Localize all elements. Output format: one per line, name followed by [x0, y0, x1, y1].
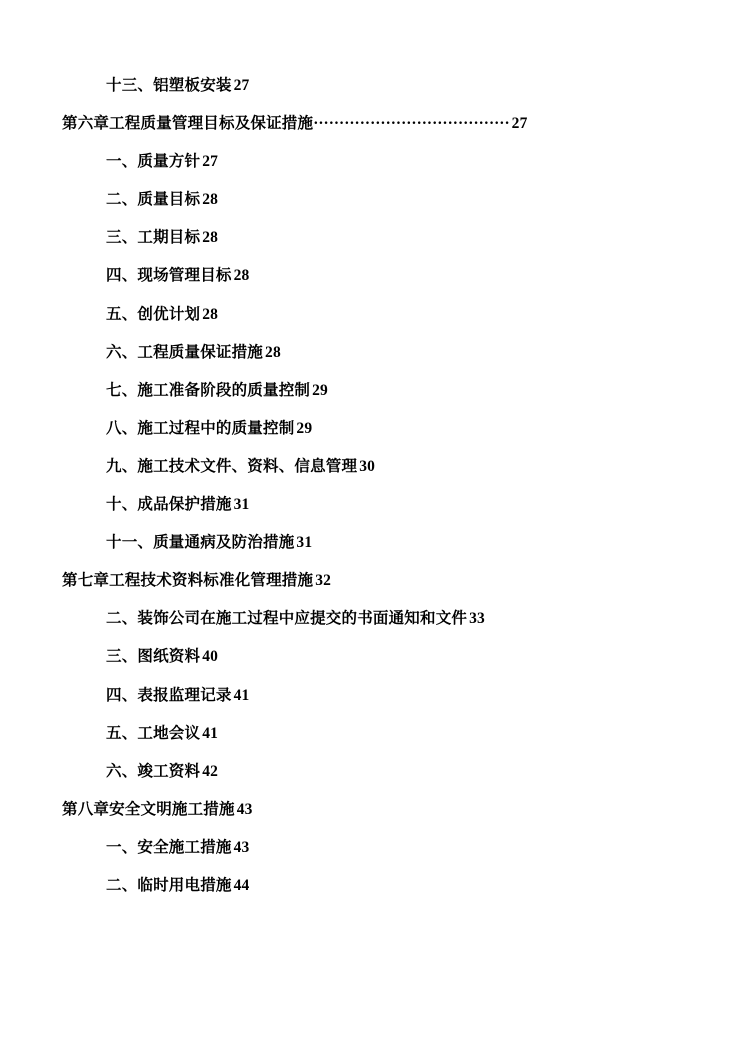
toc-entry-title: 七、施工准备阶段的质量控制 — [106, 381, 311, 399]
toc-entry[interactable] — [62, 840, 682, 856]
toc-page-number: 41 — [202, 724, 219, 742]
toc-entry[interactable] — [62, 459, 682, 475]
toc-page-number: 40 — [202, 648, 219, 666]
toc-entry[interactable] — [62, 116, 682, 132]
toc-page-number: 44 — [233, 876, 250, 894]
toc-page-number: 31 — [296, 534, 313, 552]
toc-entry-title: 五、工地会议 — [106, 724, 201, 742]
toc-entry[interactable] — [62, 688, 682, 704]
toc-entry-title: 四、现场管理目标 — [106, 267, 232, 285]
toc-entry-title: 十一、质量通病及防治措施 — [106, 534, 295, 552]
toc-entry[interactable] — [62, 154, 682, 170]
toc-entry-title: 二、装饰公司在施工过程中应提交的书面通知和文件 — [106, 610, 468, 628]
toc-page-number: 43 — [233, 838, 250, 856]
toc-page-number: 29 — [296, 419, 313, 437]
toc-entry[interactable] — [62, 192, 682, 208]
toc-page-number: 28 — [265, 343, 281, 361]
toc-entry-title: 二、质量目标 — [106, 191, 201, 209]
toc-entry-title: 八、施工过程中的质量控制 — [106, 419, 295, 437]
toc-entry[interactable] — [62, 345, 682, 361]
toc-entry[interactable] — [62, 878, 682, 894]
toc-page-number: 28 — [202, 229, 219, 247]
toc-page-number: 28 — [202, 305, 219, 323]
toc-entry-title: 十三、铝塑板安装 — [106, 77, 232, 94]
toc-entry[interactable] — [62, 535, 682, 551]
toc-entry[interactable] — [62, 383, 682, 399]
toc-entry-title: 十、成品保护措施 — [106, 496, 232, 514]
toc-entry-title: 六、竣工资料 — [106, 762, 201, 780]
toc-entry-title: 五、创优计划 — [106, 305, 201, 323]
toc-entry-title: 三、图纸资料 — [106, 648, 201, 666]
toc-entry-title: 二、临时用电措施 — [106, 876, 232, 894]
toc-entry[interactable] — [62, 649, 682, 665]
toc-entry[interactable] — [62, 726, 682, 742]
toc-page-number: 42 — [202, 762, 219, 780]
toc-page-number: 33 — [469, 610, 486, 628]
toc-entry[interactable] — [62, 78, 682, 94]
toc-page-number: 31 — [233, 496, 250, 514]
toc-entry[interactable] — [62, 611, 682, 627]
toc-entry-title: 一、质量方针 — [106, 153, 201, 171]
toc-entry-title: 九、施工技术文件、资料、信息管理 — [106, 457, 358, 475]
toc-page-number: 41 — [233, 686, 250, 704]
toc-page-number: 30 — [359, 457, 376, 475]
toc-entry-title: 第八章安全文明施工措施 — [62, 800, 235, 818]
toc-entry[interactable] — [62, 802, 682, 818]
toc-page-number: 27 — [511, 115, 528, 133]
toc-page-number: 32 — [315, 572, 332, 590]
toc-entry-title: 三、工期目标 — [106, 229, 201, 247]
toc-leader-dots: ······································ — [313, 115, 510, 133]
toc-entry[interactable] — [62, 268, 682, 284]
toc-entry-title: 第六章工程质量管理目标及保证措施 — [62, 115, 314, 133]
toc-entry-title: 六、工程质量保证措施 — [106, 343, 264, 361]
toc-page-number: 27 — [202, 153, 219, 171]
toc-entry[interactable] — [62, 230, 682, 246]
toc-entry[interactable] — [62, 307, 682, 323]
toc-entry-title: 第七章工程技术资料标准化管理措施 — [62, 572, 314, 590]
toc-entry-title: 一、安全施工措施 — [106, 838, 232, 856]
toc-page-number: 28 — [202, 191, 219, 209]
toc-entry[interactable] — [62, 421, 682, 437]
toc-page-number: 28 — [233, 267, 250, 285]
table-of-contents — [62, 78, 682, 893]
toc-entry[interactable] — [62, 497, 682, 513]
toc-page-number: 27 — [233, 77, 250, 94]
toc-page-number: 29 — [312, 381, 329, 399]
toc-page-number: 43 — [236, 800, 253, 818]
toc-entry[interactable] — [62, 573, 682, 589]
toc-entry-title: 四、表报监理记录 — [106, 686, 232, 704]
toc-entry[interactable] — [62, 764, 682, 780]
